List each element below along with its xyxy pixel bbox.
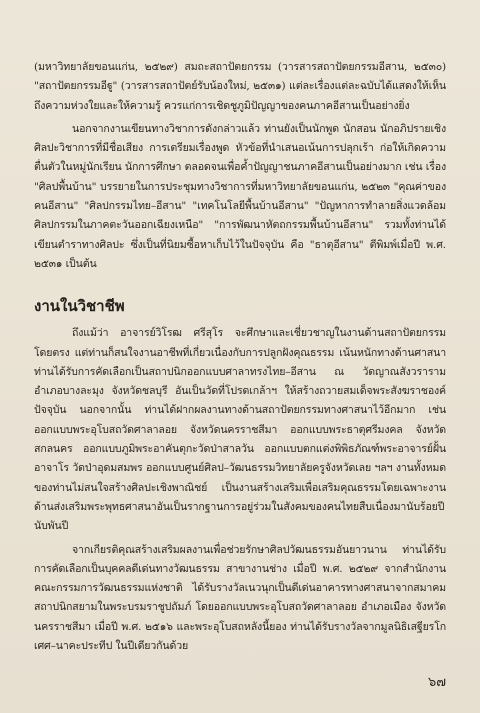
bottom-text-block <box>34 324 446 656</box>
paragraph-awards: จากเกียรติคุณสร้างเสริมผลงานเพื่อช่วยรักษาศิลปวัฒนธรรมอันยาวนาน ท่านได้รับการคัดเลือกเป็นบุคคลดีเด่นทางวัฒนธรรม สาขางานช่าง เมื่อปี พ.ศ. ๒๕๒๙ จากสำนักงานคณะกรรมการวัฒนธรรมแห่งชาติ ได้รับรางวัลเนวนุกเป็นดีเด่นอาคารทางศาสนาจากสมาคมสถาปนิกสยามในพระบรมราชูปถัมภ์ โดยออกแบบพระอุโบสถวัดศาลาลอย อำเภอเมือง จังหวัดนครราชสีมา เมื่อปี พ.ศ. ๒๕๑๖ และพระอุโบสถหลังนี้ยอง ท่านได้รับรางวัลจากมูลนิธิเสฐียรโกเศศ–นาคะประทีป ในปีเดียวกันด้วย <box>34 543 446 653</box>
top-text-block <box>34 58 446 274</box>
paragraph-profession: ถึงแม้ว่า อาจารย์วิโรฒ ศรีสุโร จะศึกษาและเชี่ยวชาญในงานด้านสถาปัตยกรรมโดยตรง แต่ท่านก็สนใจงานอาชีพที่เกี่ยวเนื่องกับการปลูกฝังคุณธรรม เน้นหนักทางด้านศาสนา ท่านได้รับการคัดเลือกเป็นสถาปนิกออกแบบศาลาทรงไทย–อีสาน ณ วัดญาณสังวราราม อำเภอบางละมุง จังหวัดชลบุรี อันเป็นวัดที่โปรดเกล้าฯ ให้สร้างถวายสมเด็จพระสังฆราชองค์ปัจจุบัน นอกจากนั้น ท่านได้ฝากผลงานทางด้านสถาปัตยกรรมทางศาสนาไว้อีกมาก เช่น ออกแบบพระอุโบสถวัดศาลาลอย จังหวัดนครราชสีมา ออกแบบพระธาตุศรีมงคล จังหวัดสกลนคร ออกแบบภูมิพระอาคันตุกะวัดป่าสาลวัน ออกแบบตกแต่งพิพิธภัณฑ์พระอาจารย์ฝั้น อาจาโร วัดป่าอุดมสมพร ออกแบบศูนย์ศิลป–วัฒนธรรมวิทยาลัยครูจังหวัดเลย ฯลฯ งานทั้งหมดของท่านไม่สนใจสร้างศิลปะเชิงพาณิชย์ เป็นงานสร้างเสริมเพื่อเสริมคุณธรรมโดยเฉพาะงานด้านส่งเสริมพระพุทธศาสนาอันเป็นรากฐานการอยู่ร่วมในสังคมของคนไทยสืบเนื่องมานับร้อยปีนับพันปี <box>34 327 446 533</box>
paragraph-publications: (มหาวิทยาลัยขอนแก่น, ๒๕๒๙) สมถะสถาปัตยกรรม (วารสารสถาปัตยกรรมอีสาน, ๒๕๓๐) "สถาปัตยกรรมอีฐู" (วารสารสถาปัตย์รับน้องใหม่, ๒๕๓๑) แต่ละเรื่องแต่ละฉบับได้แสดงให้เห็นถึงความห่วงใยและให้ความรู้ ควรแก่การเชิดชูภูมิปัญญาของคนภาคอีสานเป็นอย่างยิ่ง <box>34 61 446 112</box>
page-number: ๖๗ <box>427 675 446 690</box>
paragraph-speaking: นอกจากงานเขียนทางวิชาการดังกล่าวแล้ว ท่านยังเป็นนักพูด นักสอน นักอภิปรายเชิงศิลปะวิชาการที่มีชื่อเสียง การเตรียมเรื่องพูด หัวข้อที่นำเสนอเน้นการปลุกเร้า ก่อให้เกิดความตื่นตัวในหมู่นักเรียน นักการศึกษา ตลอดจนเพื่อค้ำปัญญาชนภาคอีสานเป็นอย่างมาก เช่น เรื่อง "ศิลปพื้นบ้าน" บรรยายในการประชุมทางวิชาการที่มหาวิทยาลัยขอนแก่น, ๒๕๒๓ "คุณค่าของคนอีสาน" "ศิลปกรรมไทย–อีสาน" "เทคโนโลยีพื้นบ้านอีสาน" "ปัญหาการทำลายสิ่งแวดล้อมศิลปกรรมในภาคตะวันออกเฉียงเหนือ" "การพัฒนาหัตถกรรมพื้นบ้านอีสาน" รวมทั้งท่านได้เขียนตำราทางศิลปะ ซึ่งเป็นที่นิยมซื้อหาเก็บไว้ในปัจจุบัน คือ "ธาตุอีสาน" ตีพิมพ์เมื่อปี พ.ศ. ๒๕๓๑ เป็นต้น <box>34 122 446 270</box>
section-heading: งานในวิชาชีพ <box>34 297 125 316</box>
